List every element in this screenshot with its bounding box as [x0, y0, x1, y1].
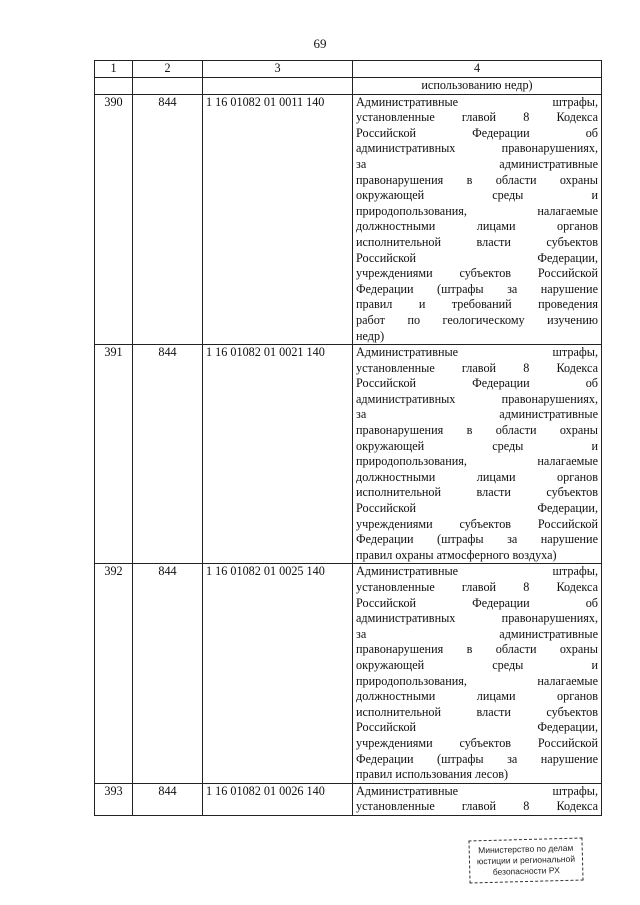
page-number: 69	[313, 36, 327, 51]
description-line: правил и требований проведения	[356, 297, 598, 312]
row-description	[353, 564, 602, 783]
table-row	[95, 564, 602, 783]
row-number: 390	[95, 94, 133, 345]
table-row	[95, 94, 602, 345]
description-line: Российской Федерации об	[356, 125, 598, 140]
description-line: административных правонарушениях,	[356, 141, 598, 156]
description-line: правил использования лесов)	[356, 767, 509, 782]
header-cell-3: 3	[203, 61, 353, 78]
description-line: административных правонарушениях,	[356, 611, 598, 626]
header-cell-2: 2	[133, 61, 203, 78]
description-line: работ по геологическому изучению	[356, 312, 598, 327]
description-line: природопользования, налагаемые	[356, 673, 598, 688]
description-line: Федерации (штрафы за нарушение	[356, 532, 598, 547]
description-line: за административные	[356, 626, 598, 641]
description-line: установленные главой 8 Кодекса	[356, 580, 598, 594]
description-line: за административные	[356, 407, 598, 422]
description-line: исполнительной власти субъектов	[356, 704, 598, 719]
description-line: Федерации (штрафы за нарушение	[356, 281, 598, 296]
table-header-row	[95, 61, 602, 78]
description-line: правонарушения в области охраны	[356, 172, 598, 187]
description-line: установленные главой 8 Кодекса	[356, 799, 598, 814]
description-line: должностными лицами органов	[356, 469, 598, 484]
description-line: Административные штрафы,	[356, 345, 598, 360]
admin-code: 844	[133, 345, 203, 564]
continuation-row	[95, 78, 602, 95]
description-line: природопользования, налагаемые	[356, 454, 598, 469]
budget-code: 1 16 01082 01 0011 140	[203, 94, 353, 345]
description-line: Федерации (штрафы за нарушение	[356, 751, 598, 766]
description-line: Российской Федерации об	[356, 376, 598, 391]
row-number: 392	[95, 564, 133, 783]
description-line: за административные	[356, 156, 598, 171]
description-line: правил охраны атмосферного воздуха)	[356, 547, 557, 562]
row-description	[353, 783, 602, 815]
stamp-line: безопасности РХ	[492, 865, 560, 877]
description-line: Административные штрафы,	[356, 564, 598, 579]
description-line: Российской Федерации,	[356, 720, 598, 735]
budget-code: 1 16 01082 01 0021 140	[203, 345, 353, 564]
description-line: Российской Федерации,	[356, 501, 598, 516]
admin-code: 844	[133, 94, 203, 345]
description-line: установленные главой 8 Кодекса	[356, 110, 598, 125]
table-row	[95, 345, 602, 564]
continuation-text: использованию недр)	[421, 78, 533, 92]
description-line: учреждениями субъектов Российской	[356, 516, 598, 531]
row-description	[353, 345, 602, 564]
description-line: должностными лицами органов	[356, 219, 598, 234]
admin-code: 844	[133, 783, 203, 815]
stamp-line: Министерство по делам	[478, 842, 574, 856]
description-line: должностными лицами органов	[356, 689, 598, 704]
description-line: окружающей среды и	[356, 438, 598, 453]
description-line: правонарушения в области охраны	[356, 423, 598, 438]
header-cell-1: 1	[95, 61, 133, 78]
description-line: административных правонарушениях,	[356, 391, 598, 406]
row-description	[353, 94, 602, 345]
budget-code: 1 16 01082 01 0025 140	[203, 564, 353, 783]
budget-code: 1 16 01082 01 0026 140	[203, 783, 353, 815]
header-cell-4: 4	[353, 61, 602, 78]
description-line: учреждениями субъектов Российской	[356, 735, 598, 750]
description-line: окружающей среды и	[356, 657, 598, 672]
description-line: недр)	[356, 328, 385, 343]
budget-classification-table	[94, 60, 602, 816]
description-line: исполнительной власти субъектов	[356, 234, 598, 249]
description-line: Административные штрафы,	[356, 783, 598, 798]
description-line: окружающей среды и	[356, 188, 598, 203]
description-line: правонарушения в области охраны	[356, 642, 598, 657]
description-line: Российской Федерации об	[356, 595, 598, 610]
description-line: исполнительной власти субъектов	[356, 485, 598, 500]
stamp-line: юстиции и региональной	[476, 853, 576, 867]
row-number: 393	[95, 783, 133, 815]
table-row	[95, 783, 602, 815]
description-line: природопользования, налагаемые	[356, 203, 598, 218]
ministry-stamp	[468, 838, 583, 884]
description-line: учреждениями субъектов Российской	[356, 266, 598, 281]
description-line: Административные штрафы,	[356, 94, 598, 109]
admin-code: 844	[133, 564, 203, 783]
description-line: Российской Федерации,	[356, 250, 598, 265]
description-line: установленные главой 8 Кодекса	[356, 360, 598, 375]
row-number: 391	[95, 345, 133, 564]
